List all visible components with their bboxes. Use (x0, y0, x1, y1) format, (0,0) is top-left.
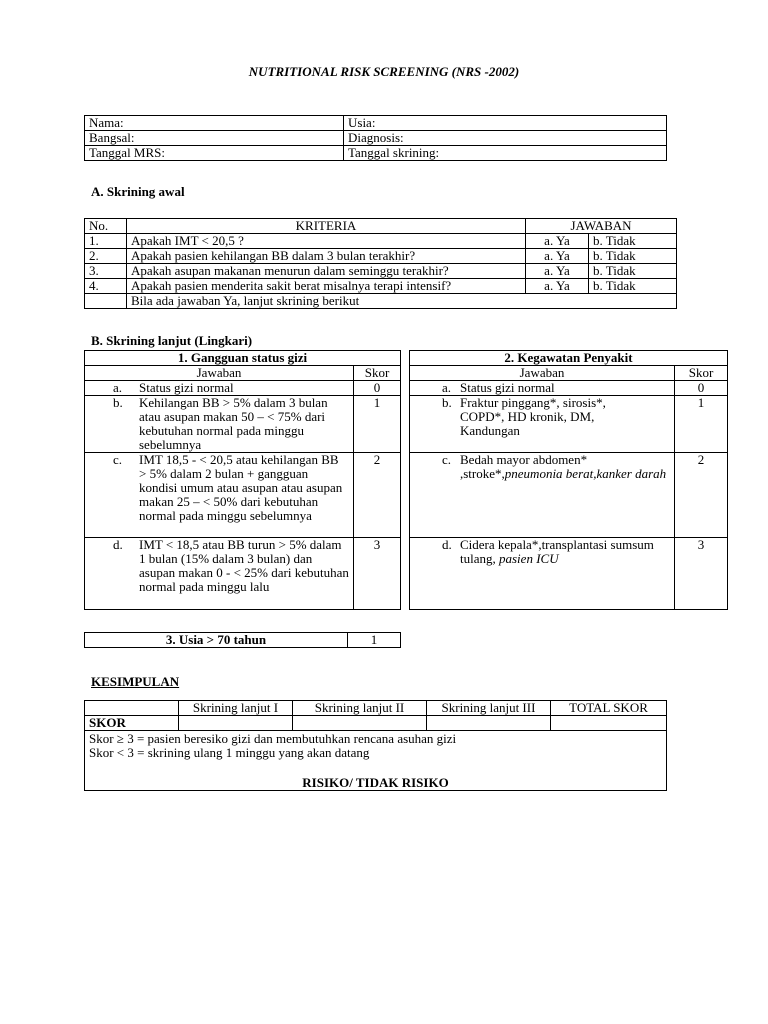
criteria-text: Apakah pasien kehilangan BB dalam 3 bulan terakhir? (127, 249, 526, 264)
col-header-jawaban: Jawaban (85, 366, 354, 381)
score-cell[interactable]: 0 (354, 381, 401, 396)
table-row (85, 249, 677, 264)
answer-tidak[interactable]: b. Tidak (589, 234, 677, 249)
table-row (410, 381, 728, 396)
table-row (85, 396, 401, 453)
answer-tidak[interactable]: b. Tidak (589, 279, 677, 294)
age-score-cell[interactable]: 1 (348, 633, 401, 648)
item-text: Bedah mayor abdomen* ,stroke*, (460, 452, 588, 481)
answer-ya[interactable]: a. Ya (526, 264, 589, 279)
row-number: 1. (85, 234, 127, 249)
criteria-text: Apakah pasien menderita sakit berat misalnya terapi intensif? (127, 279, 526, 294)
item-text-italic: pasien ICU (499, 551, 559, 566)
col-skrining-lanjut-3: Skrining lanjut III (427, 701, 551, 716)
answer-tidak[interactable]: b. Tidak (589, 249, 677, 264)
tanggal-skrining-field[interactable]: Tanggal skrining: (344, 146, 667, 161)
table-row (85, 381, 401, 396)
score-cell[interactable]: 2 (354, 453, 401, 538)
score-rule-1: Skor ≥ 3 = pasien beresiko gizi dan membutuhkan rencana asuhan gizi (89, 731, 457, 746)
item-label: a. (113, 380, 123, 395)
risk-result[interactable]: RISIKO/ TIDAK RISIKO (302, 775, 449, 790)
score-cell[interactable]: 1 (675, 396, 728, 453)
table-row (410, 396, 728, 453)
tanggal-mrs-field[interactable]: Tanggal MRS: (85, 146, 344, 161)
skor-cell-1[interactable] (179, 716, 293, 731)
identity-table (84, 115, 667, 161)
score-cell[interactable]: 2 (675, 453, 728, 538)
table-row (85, 453, 401, 538)
age-criteria: 3. Usia > 70 tahun (85, 633, 348, 648)
item-text: Status gizi normal (139, 380, 234, 395)
answer-tidak[interactable]: b. Tidak (589, 264, 677, 279)
table-row (410, 538, 728, 610)
row-number: 2. (85, 249, 127, 264)
disease-severity-title: 2. Kegawatan Penyakit (410, 351, 728, 366)
follow-up-note: Bila ada jawaban Ya, lanjut skrining berikut (127, 294, 677, 309)
conclusion-heading: KESIMPULAN (91, 674, 180, 689)
col-header-skor: Skor (354, 366, 401, 381)
score-cell[interactable]: 0 (675, 381, 728, 396)
nama-field[interactable]: Nama: (85, 116, 344, 131)
col-header-no: No. (85, 219, 127, 234)
page-title: NUTRITIONAL RISK SCREENING (NRS -2002) (248, 64, 520, 79)
item-text-italic: pneumonia berat,kanker darah (504, 466, 667, 481)
item-label: b. (442, 395, 452, 410)
score-cell[interactable]: 3 (675, 538, 728, 610)
conclusion-table (84, 700, 667, 791)
item-text: IMT < 18,5 atau BB turun > 5% dalam 1 bulan (15% dalam 3 bulan) dan asupan makan 0 - < 25% dari kebutuhan normal pada minggu lalu (139, 537, 349, 594)
section-a-heading: A. Skrining awal (91, 184, 185, 199)
skor-row-label: SKOR (85, 716, 179, 731)
row-number: 3. (85, 264, 127, 279)
item-text: IMT 18,5 - < 20,5 atau kehilangan BB > 5% dalam 2 bulan + gangguan kondisi umum atau asupan atau asupan makan 25 – < 50% dari kebutuhan normal pada minggu sebelumnya (139, 452, 343, 523)
score-cell[interactable]: 3 (354, 538, 401, 610)
item-label: a. (442, 380, 452, 395)
nutrition-status-table (84, 350, 401, 610)
col-header-jawaban: Jawaban (410, 366, 675, 381)
skor-cell-total[interactable] (551, 716, 667, 731)
usia-field[interactable]: Usia: (344, 116, 667, 131)
criteria-text: Apakah IMT < 20,5 ? (127, 234, 526, 249)
diagnosis-field[interactable]: Diagnosis: (344, 131, 667, 146)
col-header-skor: Skor (675, 366, 728, 381)
criteria-text: Apakah asupan makanan menurun dalam seminggu terakhir? (127, 264, 526, 279)
skor-cell-2[interactable] (293, 716, 427, 731)
item-text: Fraktur pinggang*, sirosis*, COPD*, HD kronik, DM, Kandungan (460, 395, 606, 438)
col-header-kriteria: KRITERIA (127, 219, 526, 234)
table-row (85, 538, 401, 610)
col-skrining-lanjut-1: Skrining lanjut I (179, 701, 293, 716)
table-row (85, 279, 677, 294)
score-cell[interactable]: 1 (354, 396, 401, 453)
answer-ya[interactable]: a. Ya (526, 279, 589, 294)
nutrition-status-title: 1. Gangguan status gizi (85, 351, 401, 366)
col-header-jawaban: JAWABAN (526, 219, 677, 234)
item-label: d. (113, 537, 123, 552)
disease-severity-table (409, 350, 728, 610)
answer-ya[interactable]: a. Ya (526, 249, 589, 264)
table-row (410, 453, 728, 538)
answer-ya[interactable]: a. Ya (526, 234, 589, 249)
item-text: Status gizi normal (460, 380, 555, 395)
item-text: Kehilangan BB > 5% dalam 3 bulan atau asupan makan 50 – < 75% dari kebutuhan normal pada minggu sebelumnya (139, 395, 328, 452)
initial-screening-table (84, 218, 677, 309)
skor-cell-3[interactable] (427, 716, 551, 731)
table-row (85, 234, 677, 249)
table-row (85, 264, 677, 279)
section-b-heading: B. Skrining lanjut (Lingkari) (91, 333, 253, 348)
score-rule-2: Skor < 3 = skrining ulang 1 minggu yang akan datang (89, 745, 370, 760)
item-label: d. (442, 537, 452, 552)
col-total-skor: TOTAL SKOR (551, 701, 667, 716)
item-label: b. (113, 395, 123, 410)
item-label: c. (442, 452, 452, 467)
age-table (84, 632, 401, 648)
item-text: Cidera kepala*,transplantasi sumsum tulang, (460, 537, 654, 566)
item-label: c. (113, 452, 123, 467)
row-number: 4. (85, 279, 127, 294)
bangsal-field[interactable]: Bangsal: (85, 131, 344, 146)
col-skrining-lanjut-2: Skrining lanjut II (293, 701, 427, 716)
